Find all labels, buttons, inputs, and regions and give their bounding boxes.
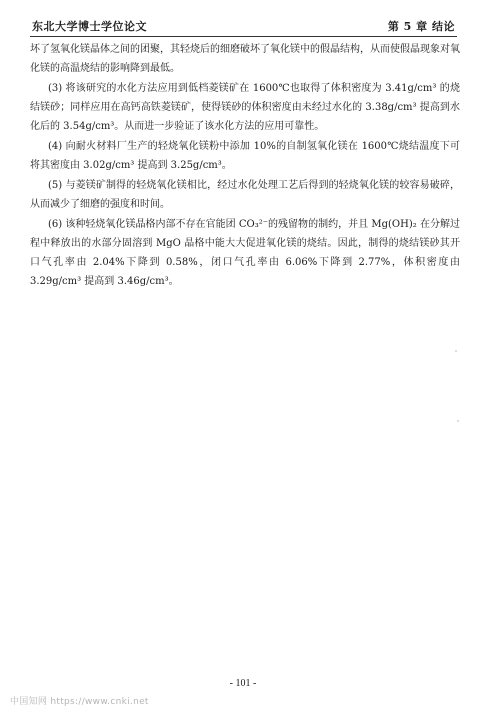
header-chapter-title: 第 5 章 结论 bbox=[387, 20, 455, 33]
scan-speck bbox=[457, 420, 459, 422]
paragraph-item-5: (5) 与菱镁矿制得的轻烧氧化镁相比，经过水化处理工艺后得到的轻烧氧化镁的较容易破碎，从而减少了细磨的强度和时间。 bbox=[30, 180, 460, 210]
scan-speck bbox=[455, 350, 457, 352]
paragraph-item-3: (3) 将该研究的水化方法应用到低档菱镁矿在 1600℃也取得了体积密度为 3.41g/cm³ 的烧结镁砂；同样应用在高钙高铁菱镁矿，使得镁砂的体积密度由未经过水化的 3.38g/cm³ 提高到水化后的 3.54g/cm³。从而进一步验证了该水化方法的应用可靠性。 bbox=[30, 83, 460, 132]
paragraph-continuation: 坏了氢氧化镁晶体之间的团聚，其轻烧后的细磨破坏了氧化镁中的假晶结构，从而使假晶现象对氧化镁的高温烧结的影响降到最低。 bbox=[30, 44, 460, 74]
page-number: - 101 - bbox=[229, 678, 257, 689]
cnki-watermark: 中国知网 https://www.cnki.net bbox=[10, 697, 149, 707]
running-header bbox=[30, 16, 457, 37]
paragraph-item-6: (6) 该种轻烧氧化镁晶格内部不存在官能团 CO₃²⁻的残留物的制约，并且 Mg(OH)₂ 在分解过程中释放出的水部分固溶到 MgO 晶格中能大大促进氧化镁的烧结。因此，制得的烧结镁砂其开口气孔率由 2.04%下降到 0.58%，闭口气孔率由 6.06%下降到 2.77%，体积密度由 3.29g/cm³ 提高到 3.46g/cm³。 bbox=[30, 219, 460, 287]
paragraph-item-4: (4) 向耐火材料厂生产的轻烧氧化镁粉中添加 10%的自制氢氧化镁在 1600℃烧结温度下可将其密度由 3.02g/cm³ 提高到 3.25g/cm³。 bbox=[30, 141, 460, 171]
header-thesis-title: 东北大学博士学位论文 bbox=[32, 20, 147, 33]
chapter-body bbox=[30, 40, 460, 292]
